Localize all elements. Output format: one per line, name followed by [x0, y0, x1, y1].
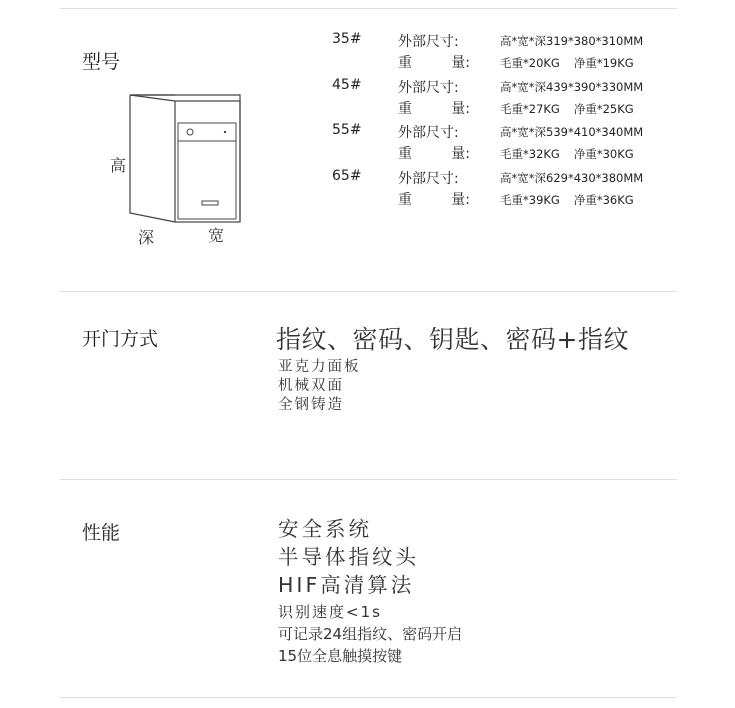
outer-size-value: 高*宽*深439*390*330MM	[500, 80, 644, 94]
model-number: 65#	[332, 168, 362, 184]
model-row-65	[332, 168, 677, 214]
performance-item: HIF高清算法	[278, 573, 415, 597]
model-section-title: 型号	[82, 51, 121, 73]
performance-item: 安全系统	[278, 517, 372, 541]
model-row-35	[332, 31, 677, 77]
performance-detail-item: 可记录24组指纹、密码开启	[278, 625, 463, 643]
model-number: 35#	[332, 31, 362, 47]
divider-bottom	[60, 697, 677, 698]
door-section-title: 开门方式	[82, 328, 159, 350]
outer-size-label: 外部尺寸:	[398, 34, 459, 50]
model-number: 55#	[332, 122, 362, 138]
outer-size-value: 高*宽*深629*430*380MM	[500, 171, 644, 185]
performance-section-title: 性能	[82, 522, 121, 544]
weight-value: 毛重*39KG 净重*36KG	[500, 193, 634, 207]
weight-value: 毛重*27KG 净重*25KG	[500, 102, 634, 116]
weight-label: 重 量:	[398, 55, 470, 71]
height-label: 高	[110, 156, 127, 175]
weight-label: 重 量:	[398, 192, 470, 208]
performance-main-list	[278, 515, 419, 599]
weight-value: 毛重*32KG 净重*30KG	[500, 147, 634, 161]
weight-label: 重 量:	[398, 101, 470, 117]
divider-model-door	[60, 291, 677, 292]
door-feature-item: 亚克力面板	[278, 359, 361, 375]
divider-top	[60, 8, 677, 9]
width-label: 宽	[208, 226, 225, 245]
door-feature-item: 全钢铸造	[278, 397, 344, 413]
performance-item: 半导体指纹头	[278, 545, 419, 569]
model-row-45	[332, 77, 677, 123]
divider-door-performance	[60, 479, 677, 480]
safe-diagram	[100, 85, 260, 255]
weight-label: 重 量:	[398, 146, 470, 162]
outer-size-label: 外部尺寸:	[398, 171, 459, 187]
weight-value: 毛重*20KG 净重*19KG	[500, 56, 634, 70]
depth-label: 深	[138, 228, 155, 247]
door-feature-item: 机械双面	[278, 378, 344, 394]
performance-detail-list	[278, 601, 462, 667]
performance-detail-item: 识别速度<1s	[278, 603, 382, 621]
outer-size-label: 外部尺寸:	[398, 125, 459, 141]
outer-size-value: 高*宽*深539*410*340MM	[500, 125, 644, 139]
outer-size-value: 高*宽*深319*380*310MM	[500, 34, 644, 48]
model-number: 45#	[332, 77, 362, 93]
outer-size-label: 外部尺寸:	[398, 80, 459, 96]
model-row-55	[332, 122, 677, 168]
performance-detail-item: 15位全息触摸按键	[278, 647, 403, 665]
door-features-list	[278, 358, 361, 415]
unlock-methods-headline: 指纹、密码、钥匙、密码+指纹	[276, 325, 629, 354]
